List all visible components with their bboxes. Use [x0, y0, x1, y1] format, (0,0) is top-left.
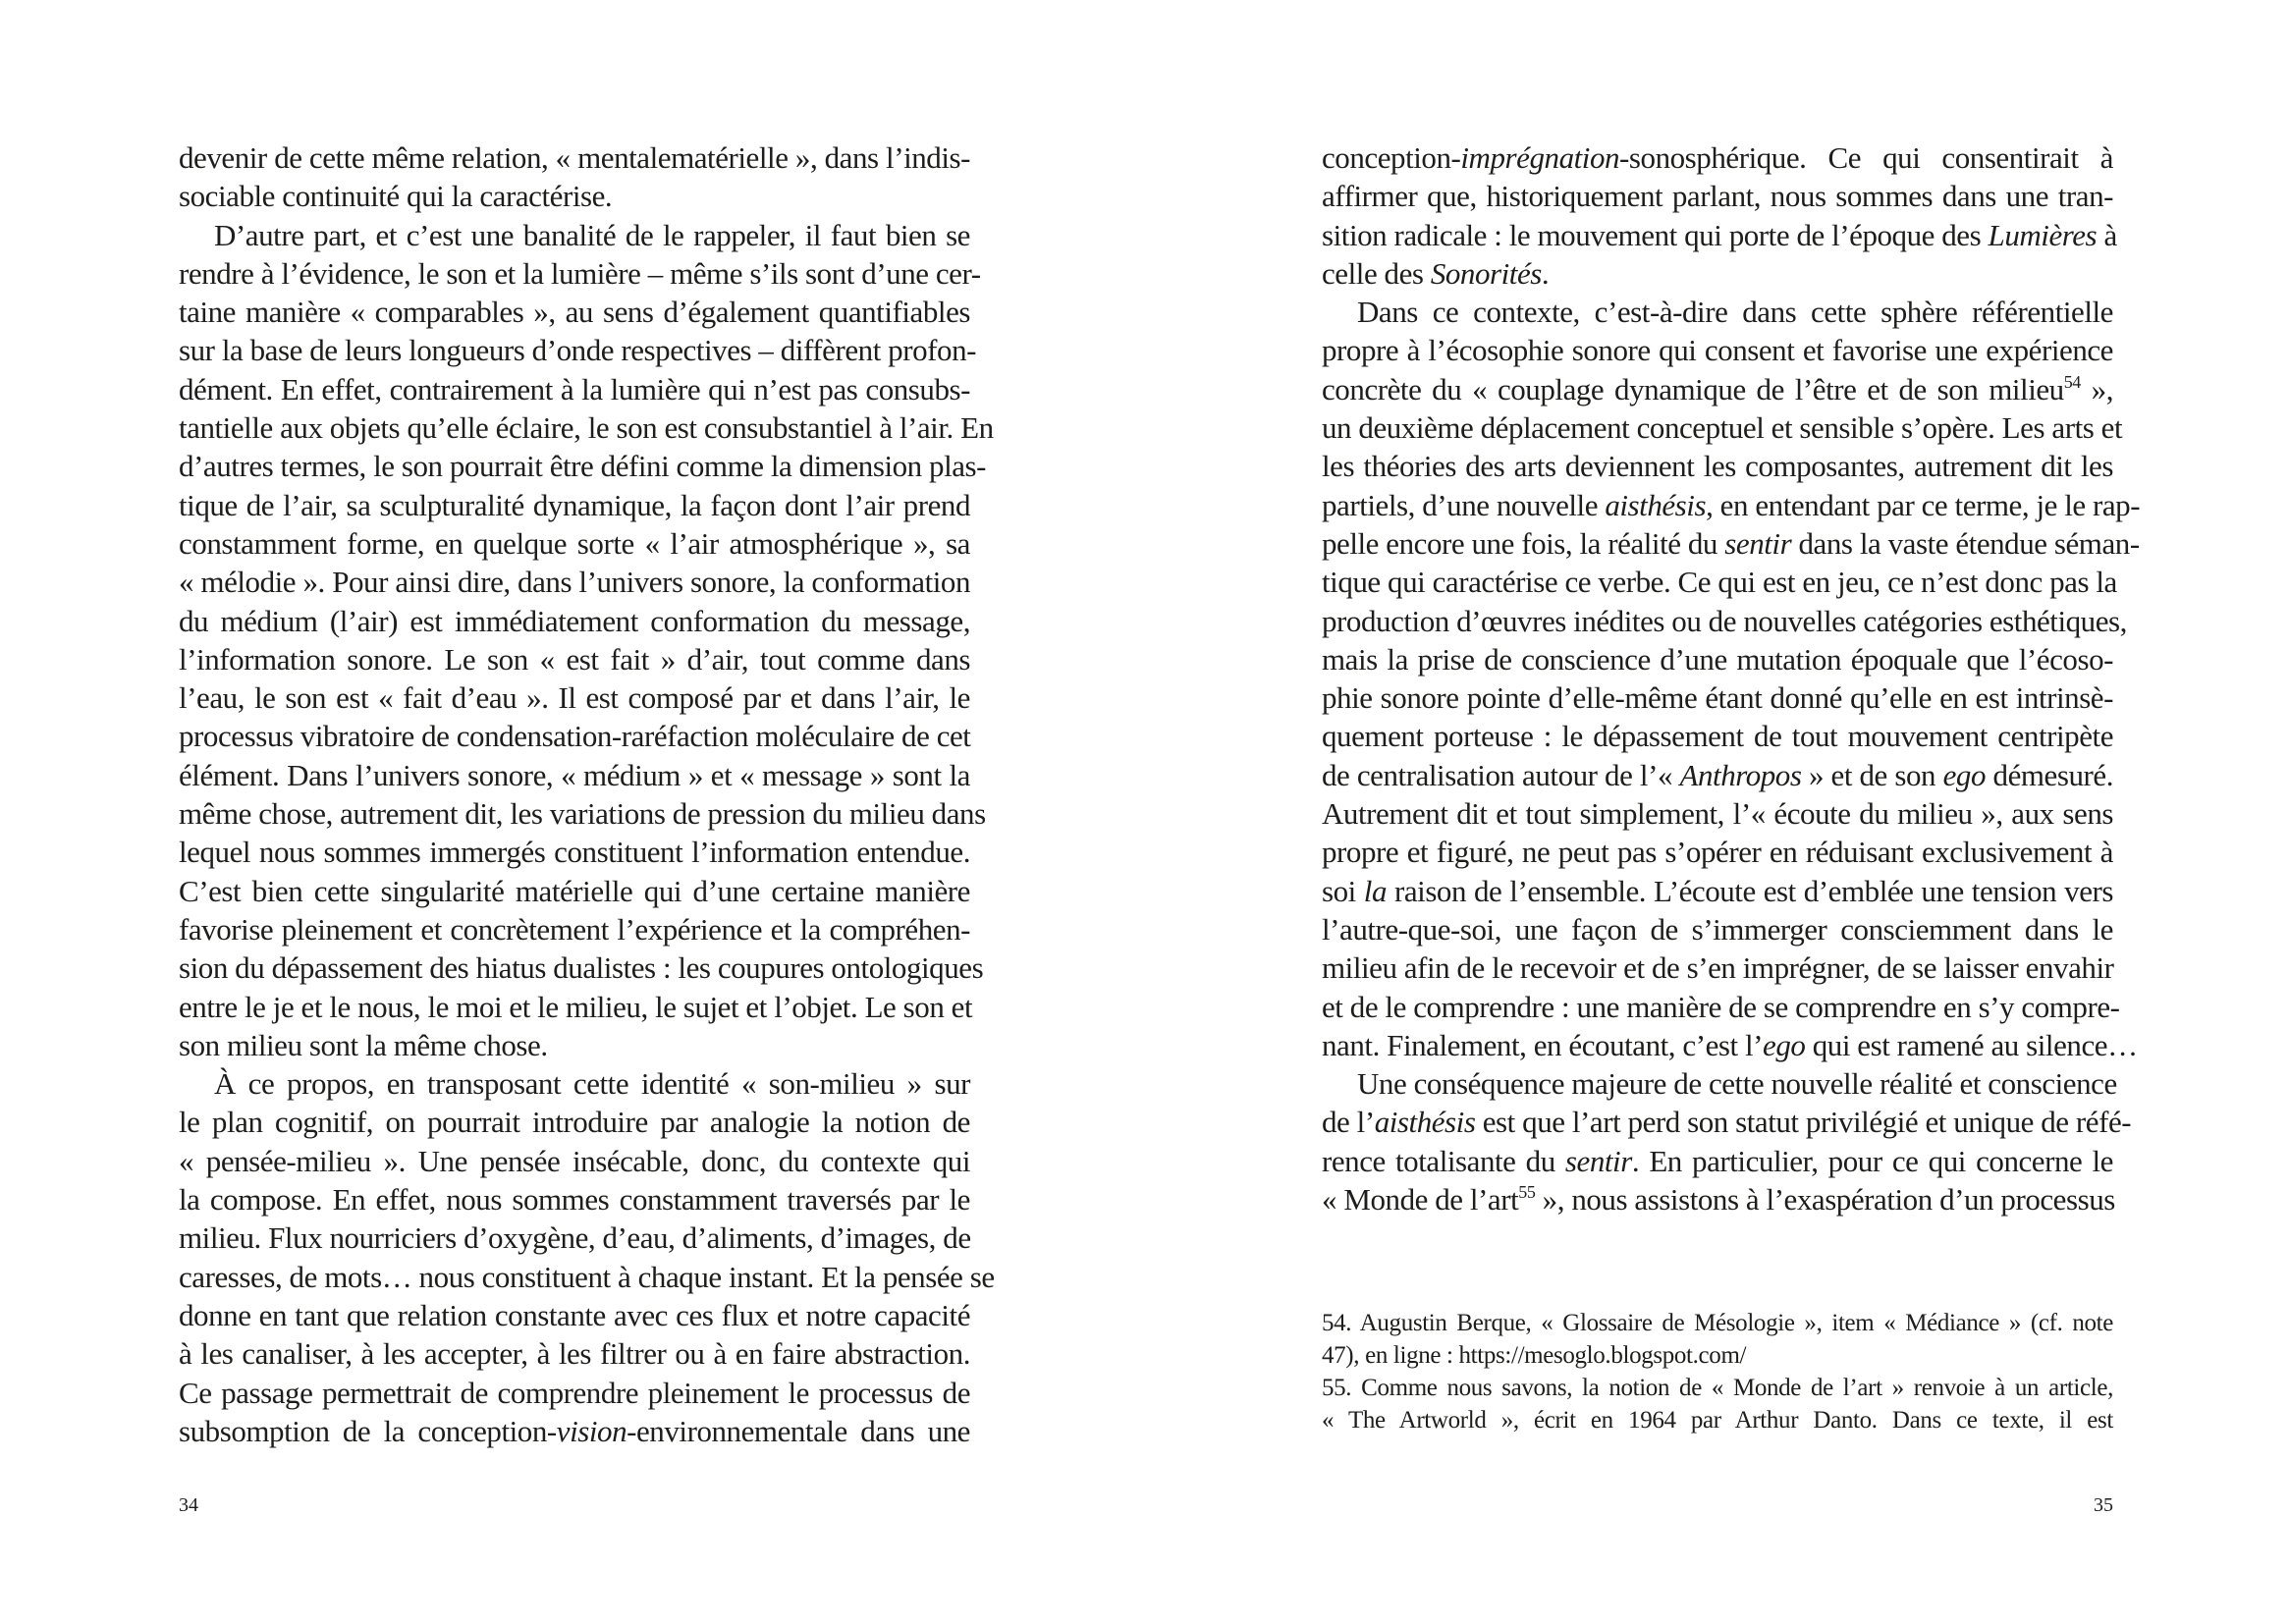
- text-segment: processus vibratoire de condensation-raréfaction moléculaire de cet: [179, 719, 971, 754]
- text-line: [1322, 602, 2127, 640]
- text-segment: mais la prise de conscience d’une mutation époquale que l’écoso-: [1322, 641, 2113, 677]
- text-segment: qui est ramené au silence…: [1805, 1027, 2138, 1062]
- text-line: [1322, 1103, 2132, 1141]
- text-line: [179, 1334, 970, 1373]
- text-segment: rence totalisante du: [1322, 1143, 1565, 1178]
- page-number-left: 34: [179, 1494, 198, 1516]
- text-line: [179, 1218, 970, 1257]
- text-segment: raison de l’ensemble. L’écoute est d’emblée une tension vers: [1387, 873, 2114, 908]
- text-line: [179, 447, 987, 485]
- text-segment: de l’: [1322, 1105, 1375, 1140]
- text-line: [179, 794, 986, 833]
- text-segment: du médium (l’air) est immédiatement conformation du message,: [179, 603, 970, 638]
- text-segment: dément. En effet, contrairement à la lumière qui n’est pas consubs-: [179, 371, 970, 406]
- text-line: [1322, 1372, 2113, 1404]
- text-segment: sion du dépassement des hiatus dualistes : les coupures ontologiques: [179, 950, 984, 986]
- text-line: [179, 1258, 995, 1296]
- italic-term: Anthropos: [1679, 757, 1802, 792]
- right-page: [1145, 0, 2289, 1624]
- text-segment: donne en tant que relation constante avec ces flux et notre capacité: [179, 1297, 970, 1332]
- text-line: [179, 1064, 970, 1103]
- text-segment: -environnementale dans une: [627, 1413, 970, 1448]
- text-segment: celle des: [1322, 255, 1431, 291]
- text-segment: Autrement dit et tout simplement, l’« écoute du milieu », aux sens: [1322, 796, 2113, 832]
- text-segment: d’autres termes, le son pourrait être défini comme la dimension plas-: [179, 449, 987, 484]
- text-segment: « pensée-milieu ». Une pensée insécable, donc, du contexte qui: [179, 1143, 970, 1178]
- text-segment: et de le comprendre : une manière de se comprendre en s’y compre-: [1322, 989, 2120, 1024]
- text-segment: production d’œuvres inédites ou de nouvelles catégories esthétiques,: [1322, 603, 2127, 638]
- text-segment: Une conséquence majeure de cette nouvelle réalité et conscience: [1357, 1066, 2117, 1102]
- text-segment: tique de l’air, sa sculpturalité dynamique, la façon dont l’air prend: [179, 487, 970, 522]
- text-segment: pelle encore une fois, la réalité du: [1322, 525, 1725, 561]
- text-segment: , en entendant par ce terme, je le rap-: [1706, 487, 2141, 522]
- italic-term: ego: [1763, 1027, 1806, 1062]
- text-segment: soi: [1322, 873, 1364, 908]
- text-segment: caresses, de mots… nous constituent à chaque instant. Et la pensée se: [179, 1259, 995, 1294]
- text-segment: l’eau, le son est « fait d’eau ». Il est composé par et dans l’air, le: [179, 680, 970, 716]
- text-segment: milieu. Flux nourriciers d’oxygène, d’eau, d’aliments, d’images, de: [179, 1220, 971, 1256]
- text-segment: sur la base de leurs longueurs d’onde respectives – diffèrent profon-: [179, 333, 976, 368]
- text-segment: à les canaliser, à les accepter, à les filtrer ou à en faire abstraction.: [179, 1336, 970, 1372]
- text-segment: un deuxième déplacement conceptuel et sensible s’opère. Les arts et: [1322, 410, 2123, 446]
- text-line: [179, 833, 970, 871]
- text-segment: dans la vaste étendue séman-: [1791, 525, 2140, 561]
- text-line: [179, 756, 970, 794]
- text-segment: C’est bien cette singularité matérielle qui d’une certaine manière: [179, 873, 970, 908]
- text-line: [1322, 910, 2113, 948]
- text-line: [1322, 1142, 2113, 1180]
- footnote-reference: 55: [1518, 1182, 1536, 1203]
- text-segment: favorise pleinement et concrètement l’expérience et la compréhen-: [179, 911, 970, 947]
- text-segment: même chose, autrement dit, les variations de pression du milieu dans: [179, 796, 986, 832]
- text-line: [1322, 1180, 2113, 1218]
- text-segment: sition radicale : le mouvement qui porte de l’époque des: [1322, 217, 1989, 252]
- text-line: [179, 408, 994, 447]
- text-line: [1322, 988, 2120, 1026]
- text-line: [179, 138, 970, 177]
- text-line: [1322, 794, 2113, 833]
- text-line: [1322, 833, 2113, 871]
- text-segment: démesuré.: [1986, 757, 2113, 792]
- text-segment: à: [2097, 217, 2117, 252]
- text-segment: le plan cognitif, on pourrait introduire par analogie la notion de: [179, 1105, 970, 1140]
- text-segment: propre à l’écosophie sonore qui consent et favorise une expérience: [1322, 333, 2113, 368]
- text-segment: nant. Finalement, en écoutant, c’est l’: [1322, 1027, 1764, 1062]
- text-segment: .: [1541, 255, 1550, 291]
- text-line: [179, 948, 984, 987]
- text-line: [179, 293, 970, 331]
- text-line: [179, 1296, 970, 1334]
- text-segment: », nous assistons à l’exaspération d’un processus: [1535, 1182, 2115, 1218]
- text-line: [179, 254, 981, 293]
- text-line: [1322, 216, 2117, 254]
- left-page-body: [179, 138, 995, 1450]
- text-line: [1322, 1404, 2113, 1436]
- text-line: [179, 1103, 970, 1141]
- text-segment: propre et figuré, ne peut pas s’opérer en réduisant exclusivement à: [1322, 835, 2113, 870]
- italic-term: aisthésis: [1605, 487, 1707, 522]
- text-segment: concrète du « couplage dynamique de l’être et de son milieu: [1322, 371, 2064, 406]
- text-segment: son milieu sont la même chose.: [179, 1027, 548, 1062]
- text-segment: est que l’art perd son statut privilégié et unique de réfé-: [1475, 1105, 2132, 1140]
- text-line: [179, 988, 973, 1026]
- text-segment: entre le je et le nous, le moi et le milieu, le sujet et l’objet. Le son et: [179, 989, 973, 1024]
- italic-term: sentir: [1724, 525, 1792, 561]
- text-line: [1322, 486, 2141, 524]
- text-line: [179, 1412, 970, 1450]
- text-segment: « mélodie ». Pour ainsi dire, dans l’univers sonore, la conformation: [179, 565, 970, 600]
- text-line: [179, 872, 970, 910]
- text-segment: la compose. En effet, nous sommes constamment traversés par le: [179, 1182, 970, 1218]
- text-line: [1322, 370, 2113, 408]
- text-segment: élément. Dans l’univers sonore, « médium » et « message » sont la: [179, 757, 970, 792]
- text-segment: quement porteuse : le dépassement de tout mouvement centripète: [1322, 719, 2113, 754]
- footnote-reference: 54: [2063, 371, 2081, 392]
- text-line: [1322, 138, 2113, 177]
- text-segment: 47), en ligne : https://mesoglo.blogspot.com/: [1322, 1342, 1747, 1369]
- text-segment: tantielle aux objets qu’elle éclaire, le son est consubstantiel à l’air. En: [179, 410, 994, 446]
- right-page-body: [1322, 138, 2141, 1218]
- page-number-right: 35: [2094, 1494, 2113, 1516]
- text-segment: subsomption de la conception-: [179, 1413, 557, 1448]
- text-line: [1322, 756, 2113, 794]
- text-line: [1322, 1026, 2138, 1064]
- text-segment: conception-: [1322, 140, 1461, 175]
- italic-term: Lumières: [1988, 217, 2098, 252]
- text-line: [1322, 1064, 2117, 1103]
- text-segment: tique qui caractérise ce verbe. Ce qui est en jeu, ce n’est donc pas la: [1322, 565, 2117, 600]
- text-line: [1322, 254, 2113, 293]
- italic-term: ego: [1942, 757, 1987, 792]
- text-line: [179, 1026, 970, 1064]
- text-line: [179, 1142, 970, 1180]
- text-segment: milieu afin de le recevoir et de s’en imprégner, de se laisser envahir: [1322, 950, 2114, 986]
- text-line: [1322, 640, 2113, 678]
- italic-term: imprégnation: [1460, 140, 1620, 175]
- text-line: [179, 602, 970, 640]
- text-segment: « The Artworld », écrit en 1964 par Arthur Danto. Dans ce texte, il est: [1322, 1407, 2113, 1434]
- left-page: [0, 0, 1144, 1624]
- text-segment: les théories des arts deviennent les composantes, autrement dit les: [1322, 449, 2113, 484]
- text-segment: phie sonore pointe d’elle-même étant donné qu’elle en est intrinsè-: [1322, 680, 2113, 716]
- text-segment: D’autre part, et c’est une banalité de le rappeler, il faut bien se: [214, 217, 970, 252]
- text-segment: Dans ce contexte, c’est-à-dire dans cette sphère référentielle: [1357, 295, 2113, 330]
- text-line: [1322, 331, 2113, 369]
- text-line: [1322, 177, 2113, 215]
- text-segment: Ce passage permettrait de comprendre pleinement le processus de: [179, 1375, 970, 1410]
- text-line: [179, 177, 970, 215]
- text-line: [1322, 293, 2113, 331]
- text-line: [1322, 717, 2113, 755]
- text-segment: de centralisation autour de l’«: [1322, 757, 1680, 792]
- text-segment: 55. Comme nous savons, la notion de « Monde de l’art » renvoie à un article,: [1322, 1375, 2113, 1401]
- text-line: [179, 640, 970, 678]
- italic-term: aisthésis: [1374, 1105, 1476, 1140]
- text-line: [1322, 447, 2113, 485]
- text-segment: sociable continuité qui la caractérise.: [179, 179, 613, 214]
- text-segment: l’information sonore. Le son « est fait » d’air, tout comme dans: [179, 641, 970, 677]
- text-segment: devenir de cette même relation, « mentalematérielle », dans l’indis-: [179, 140, 970, 175]
- text-line: [179, 486, 970, 524]
- text-line: [179, 910, 970, 948]
- text-line: [1322, 408, 2123, 447]
- text-line: [1322, 563, 2117, 601]
- italic-term: Sonorités: [1430, 255, 1542, 291]
- text-segment: taine manière « comparables », au sens d’également quantifiables: [179, 295, 970, 330]
- text-line: [1322, 1307, 2113, 1339]
- text-segment: constamment forme, en quelque sorte « l’air atmosphérique », sa: [179, 525, 970, 561]
- text-line: [179, 717, 970, 755]
- text-segment: l’autre-que-soi, une façon de s’immerger consciemment dans le: [1322, 911, 2113, 947]
- text-segment: À ce propos, en transposant cette identité « son-milieu » sur: [214, 1066, 970, 1102]
- text-segment: rendre à l’évidence, le son et la lumière – même s’ils sont d’une cer-: [179, 255, 981, 291]
- text-segment: » et de son: [1801, 757, 1943, 792]
- text-line: [179, 563, 970, 601]
- text-line: [1322, 948, 2113, 987]
- text-line: [179, 216, 970, 254]
- text-segment: « Monde de l’art: [1322, 1182, 1519, 1218]
- italic-term: sentir: [1564, 1143, 1632, 1178]
- text-line: [179, 678, 970, 717]
- text-line: [1322, 1339, 2113, 1372]
- text-line: [179, 1374, 970, 1412]
- text-segment: lequel nous sommes immergés constituent l’information entendue.: [179, 835, 970, 870]
- text-line: [179, 331, 976, 369]
- text-segment: »,: [2080, 371, 2113, 406]
- italic-term: la: [1363, 873, 1388, 908]
- text-line: [179, 1180, 970, 1218]
- text-segment: affirmer que, historiquement parlant, nous sommes dans une tran-: [1322, 179, 2113, 214]
- text-segment: 54. Augustin Berque, « Glossaire de Mésologie », item « Médiance » (cf. note: [1322, 1310, 2113, 1336]
- footnotes: [1322, 1307, 2113, 1436]
- text-segment: . En particulier, pour ce qui concerne le: [1631, 1143, 2113, 1178]
- italic-term: vision: [556, 1413, 627, 1448]
- text-line: [179, 524, 970, 563]
- text-line: [1322, 872, 2113, 910]
- text-line: [1322, 524, 2140, 563]
- text-segment: -sonosphérique. Ce qui consentirait à: [1619, 140, 2113, 175]
- text-line: [1322, 678, 2113, 717]
- text-line: [179, 370, 970, 408]
- text-segment: partiels, d’une nouvelle: [1322, 487, 1606, 522]
